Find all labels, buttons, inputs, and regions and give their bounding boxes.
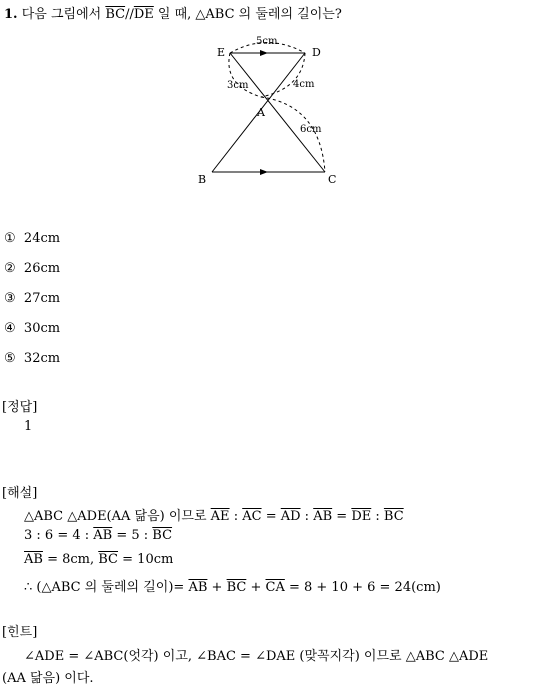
length-ac: 6cm [300, 124, 322, 135]
hint-line-1: ∠ADE = ∠ABC(엇각) 이고, ∠BAC = ∠DAE (맞꼭지각) 이므로 △ABC △ADE [24, 649, 489, 664]
choice-5[interactable]: ⑤ 32cm [4, 351, 61, 366]
segment-de: $\overline{DE}$ [133, 7, 154, 22]
answer-value: 1 [24, 419, 33, 434]
choice-4[interactable]: ④ 30cm [4, 321, 61, 336]
segment-bc: $\overline{BC}$ [105, 7, 126, 22]
choice-2[interactable]: ② 26cm [4, 261, 61, 276]
question-text: 1. 다음 그림에서 $\overline{BC}//\overline{DE}$ 일 때, △ABC 의 둘레의 길이는? [4, 7, 342, 22]
label-b: B [198, 173, 207, 186]
question-number: 1. [4, 7, 18, 22]
brace-ad [261, 53, 305, 97]
hint-line-2: (AA 닮음) 이다. [2, 671, 94, 686]
label-c: C [328, 173, 337, 186]
solution-line-4: ∴ (△ABC 의 둘레의 길이)= $\overline{AB} + \overline{BC} + \overline{CA} = 8 + 10 + 6 = 24(cm)$ [24, 580, 441, 595]
hint-heading: [힌트] [2, 625, 38, 640]
answer-heading: [정답] [2, 400, 38, 415]
label-e: E [217, 46, 226, 59]
choice-3[interactable]: ③ 27cm [4, 291, 61, 306]
arrow-bc-icon [260, 169, 268, 175]
choice-1[interactable]: ① 24cm [4, 231, 61, 246]
segment-ec [230, 53, 325, 172]
arrow-ed-icon [260, 50, 268, 56]
label-a: A [257, 106, 265, 119]
label-d: D [312, 46, 321, 59]
geometry-figure [190, 30, 360, 190]
length-ae: 3cm [227, 80, 249, 91]
length-ed: 5cm [256, 36, 278, 47]
solution-line-3: $\overline{AB} = 8cm$, $\overline{BC} = 10cm$ [24, 552, 174, 567]
solution-heading: [해설] [2, 486, 38, 501]
length-ad: 4cm [293, 79, 315, 90]
solution-line-2: 3 : 6 = 4 : $\overline{AB} = 5$ : $\overline{BC}$ [24, 528, 173, 543]
solution-line-1: △ABC △ADE(AA 닮음) 이므로 $\overline{AE}$ : $\overline{AC} = \overline{AD}$ : $\overline{AB} = \overline{DE}$ : $\overline{BC}$ [24, 509, 404, 524]
